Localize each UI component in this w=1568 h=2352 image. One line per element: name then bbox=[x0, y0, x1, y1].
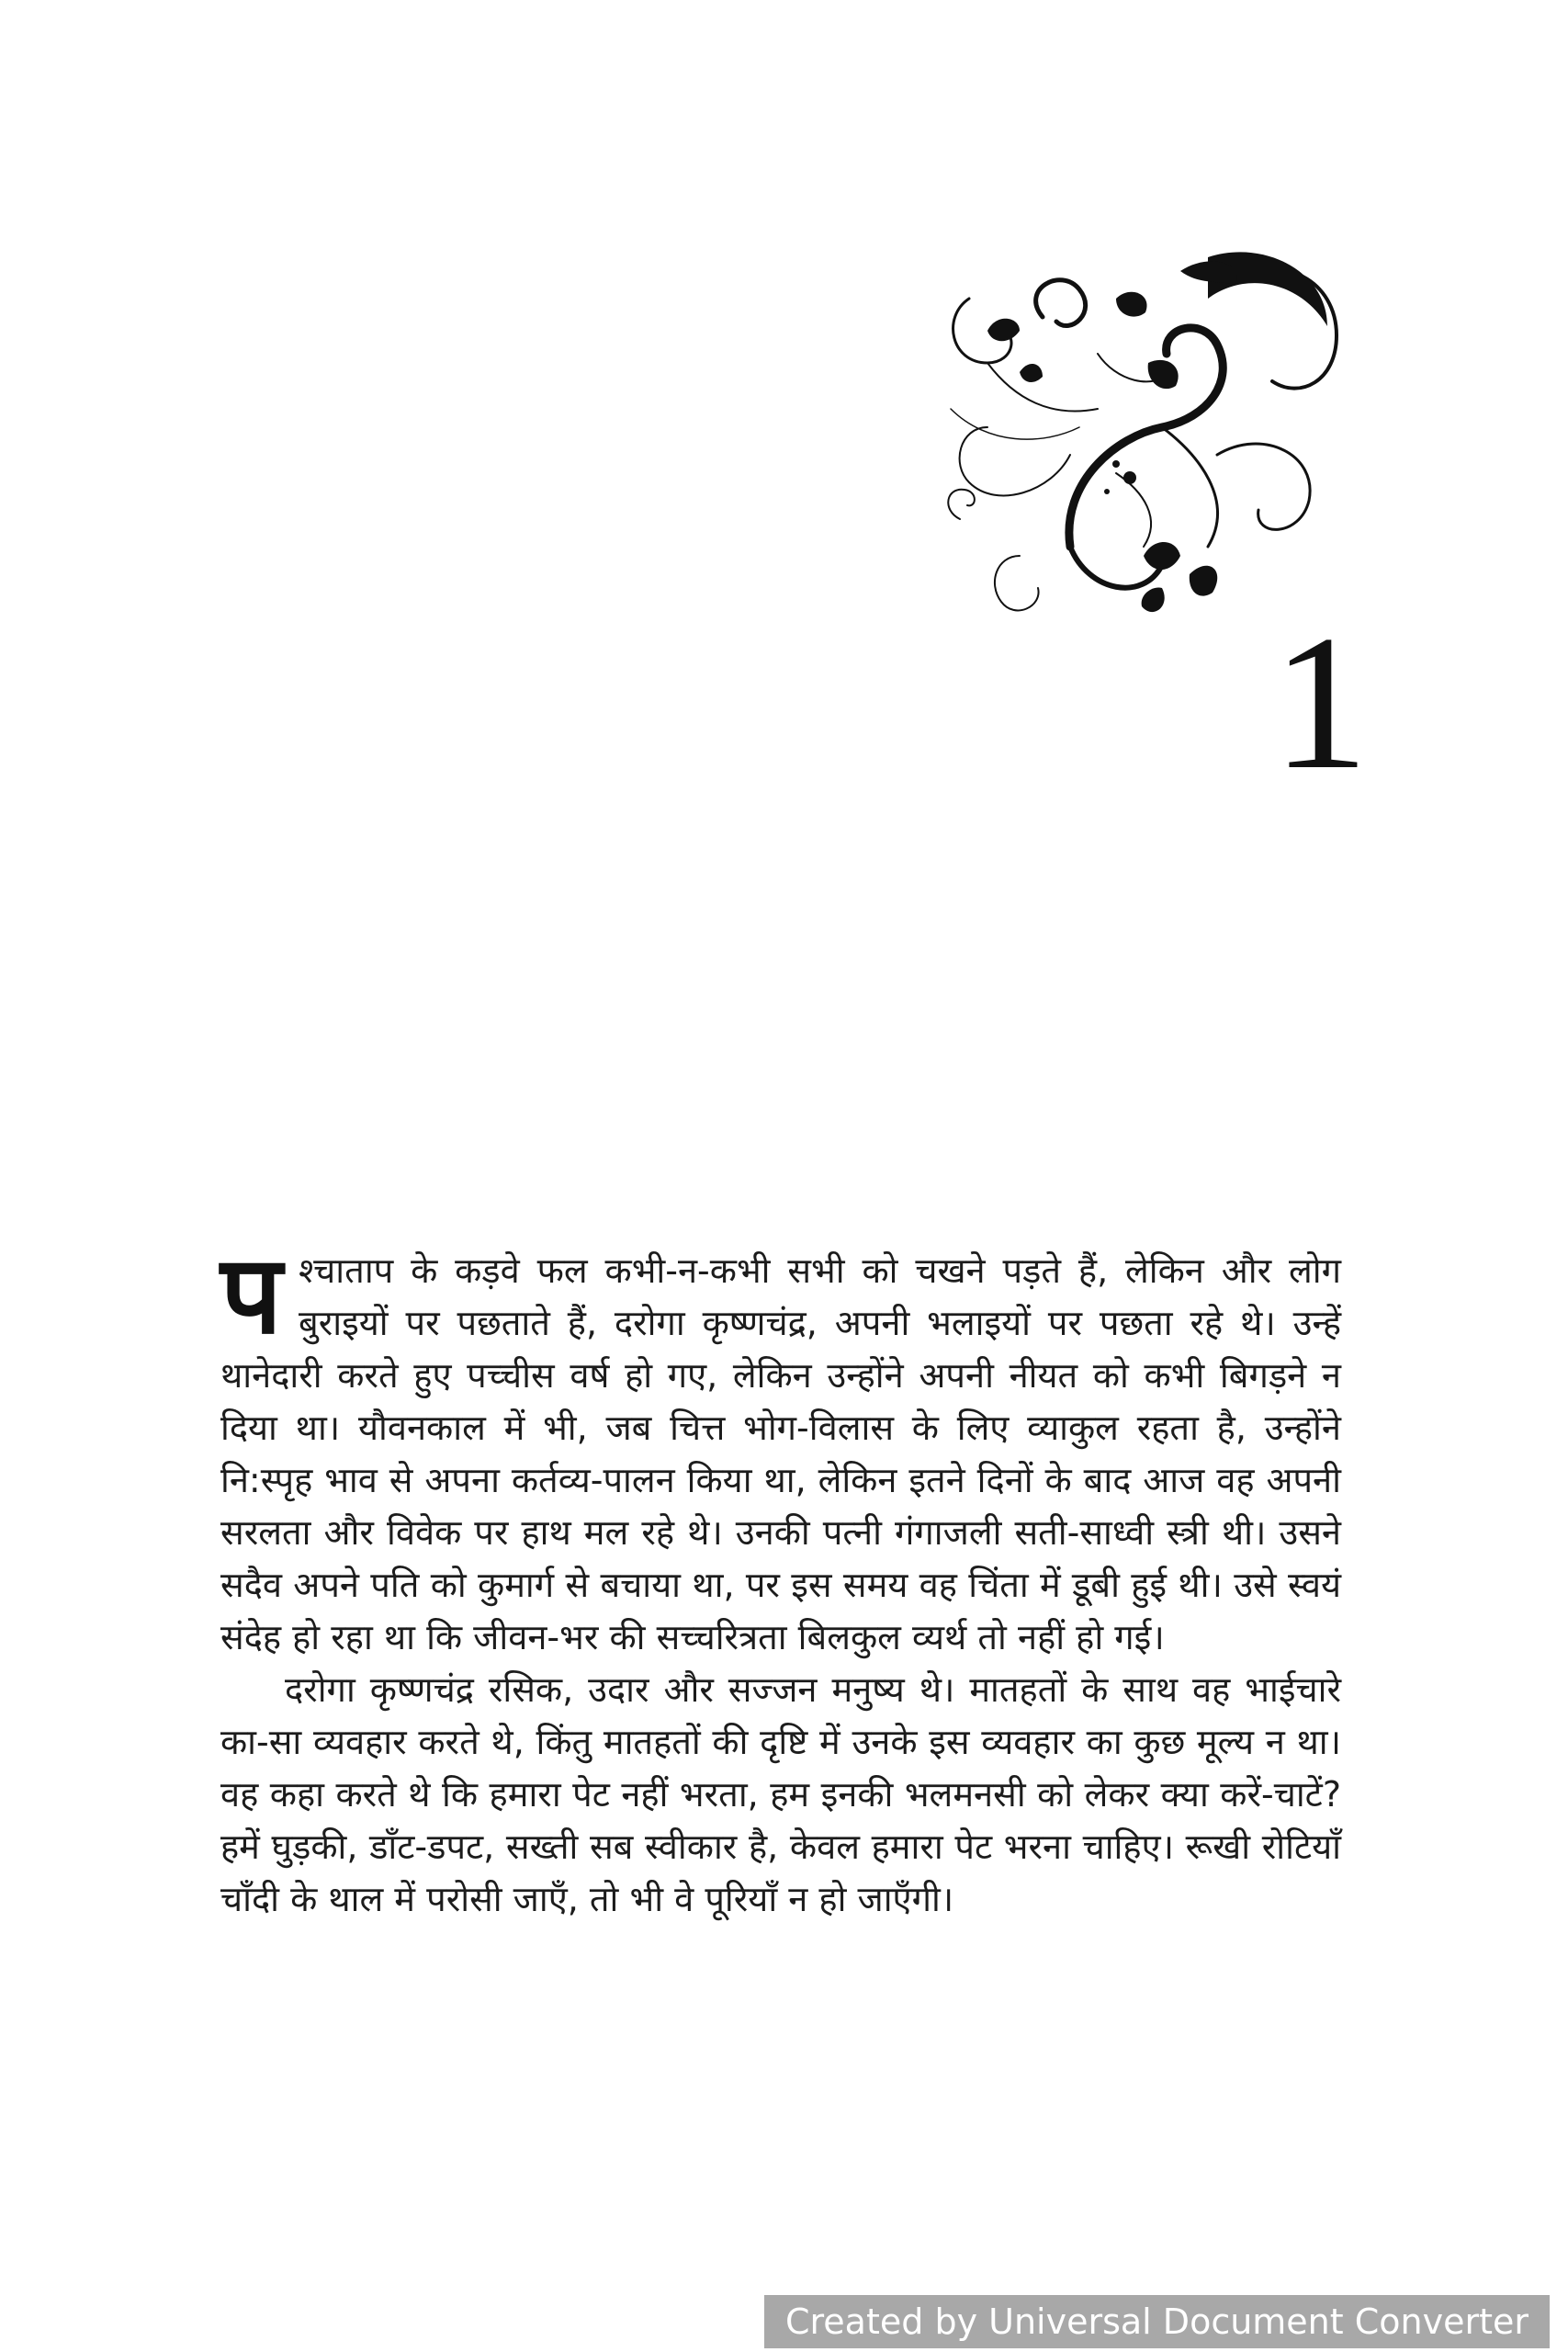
converter-watermark: Created by Universal Document Converter bbox=[764, 2295, 1550, 2348]
paragraph-1-text: श्चाताप के कड़वे फल कभी-न-कभी सभी को चखने पड़ते हैं, लेकिन और लोग बुराइयों पर पछताते हैं, दरोगा कृष्णचंद्र, अपनी भलाइयों पर पछता रहे थे। उन्हें थानेदारी करते हुए पच्चीस वर्ष हो गए, लेकिन उन्होंने अपनी नीयत को कभी बिगड़ने न दिया था। यौवनकाल में भी, जब चित्त भोग-विलास के लिए व्याकुल रहता है, उन्होंने नि:स्पृह भाव से अपना कर्तव्य-पालन किया था, लेकिन इतने दिनों के बाद आज वह अपनी सरलता और विवेक पर हाथ मल रहे थे। उनकी पत्नी गंगाजली सती-साध्वी स्त्री थी। उसने सदैव अपने पति को कुमार्ग से बचाया था, पर इस समय वह चिंता में डूबी हुई थी। उसे स्वयं संदेह हो रहा था कि जीवन-भर की सच्चरित्रता बिलकुल व्यर्थ तो नहीं हो गई। bbox=[220, 1250, 1341, 1657]
paragraph-2: दरोगा कृष्णचंद्र रसिक, उदार और सज्जन मनुष्य थे। मातहतों के साथ वह भाईचारे का-सा व्यवहार करते थे, किंतु मातहतों की दृष्टि में उनके इस व्यवहार का कुछ मूल्य न था। वह कहा करते थे कि हमारा पेट नहीं भरता, हम इनकी भलमनसी को लेकर क्या करें-चाटें? हमें घुड़की, डाँट-डपट, सख्ती सब स्वीकार है, केवल हमारा पेट भरना चाहिए। रूखी रोटियाँ चाँदी के थाल में परोसी जाएँ, तो भी वे पूरियाँ न हो जाएँगी। bbox=[220, 1669, 1341, 1919]
drop-cap: प bbox=[220, 1231, 283, 1358]
floral-swirl-ornament-icon bbox=[932, 243, 1350, 634]
paragraph-1 bbox=[220, 1231, 1341, 1664]
chapter-body bbox=[220, 1231, 1341, 1926]
chapter-number: 1 bbox=[1272, 596, 1369, 809]
